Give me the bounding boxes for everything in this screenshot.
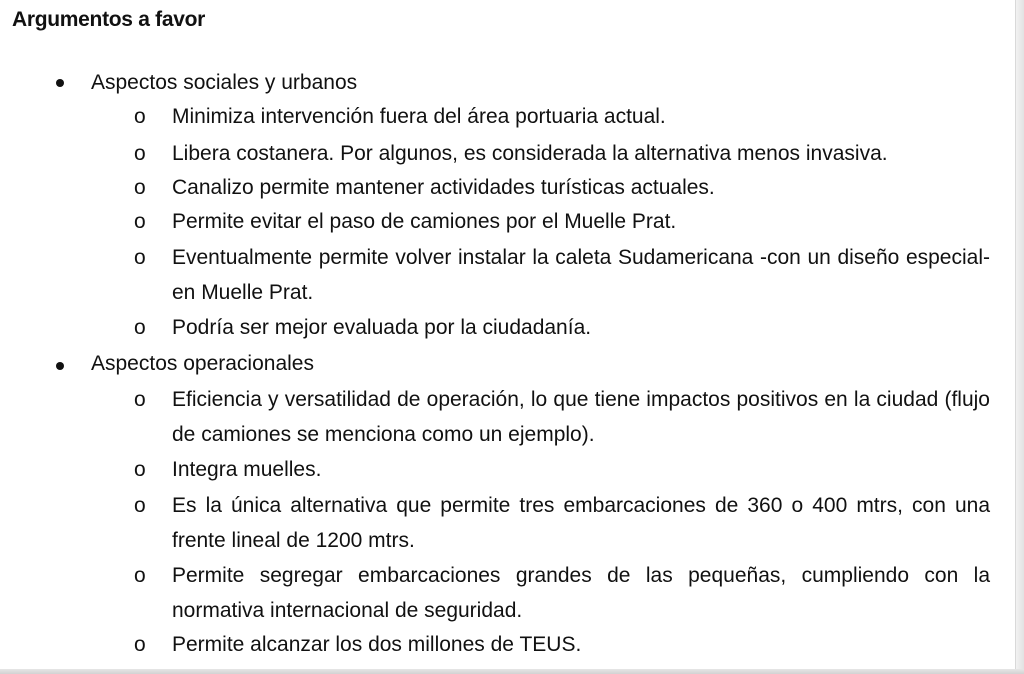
section-bullet: [56, 362, 64, 370]
item-marker: o: [134, 494, 146, 517]
list-item: Eventualmente permite volver instalar la caleta Sudamericana -con un diseño especial- en Muelle Prat.: [172, 246, 990, 304]
item-marker: o: [134, 246, 146, 269]
list-item: Podría ser mejor evaluada por la ciudadanía.: [172, 316, 592, 339]
item-marker: o: [134, 105, 146, 128]
list-item: Canalizo permite mantener actividades turísticas actuales.: [172, 176, 715, 199]
item-marker: o: [134, 458, 146, 481]
item-marker: o: [134, 564, 146, 587]
item-marker: o: [134, 633, 146, 656]
item-marker: o: [134, 388, 146, 411]
page-right-edge: [1015, 0, 1024, 674]
section-bullet: [56, 79, 64, 87]
section-title-social: Aspectos sociales y urbanos: [91, 71, 358, 94]
item-marker: o: [134, 316, 146, 339]
list-item: Es la única alternativa que permite tres embarcaciones de 360 o 400 mtrs, con una frente lineal de 1200 mtrs.: [172, 494, 990, 552]
list-item: Minimiza intervención fuera del área portuaria actual.: [172, 105, 666, 128]
document-heading: Argumentos a favor: [12, 8, 205, 31]
item-marker: o: [134, 176, 146, 199]
item-marker: o: [134, 210, 146, 233]
list-item: Permite evitar el paso de camiones por el Muelle Prat.: [172, 210, 677, 233]
list-item: Permite segregar embarcaciones grandes de las pequeñas, cumpliendo con la normativa internacional de seguridad.: [172, 564, 990, 622]
list-item: Permite alcanzar los dos millones de TEUS.: [172, 633, 582, 656]
page-bottom-edge: [0, 669, 1024, 674]
list-item: Eficiencia y versatilidad de operación, lo que tiene impactos positivos en la ciudad (flujo de camiones se menciona como un ejemplo).: [172, 388, 990, 446]
list-item: Integra muelles.: [172, 458, 322, 481]
item-marker: o: [134, 142, 146, 165]
section-title-operational: Aspectos operacionales: [91, 352, 314, 375]
list-item: Libera costanera. Por algunos, es considerada la alternativa menos invasiva.: [172, 142, 888, 165]
